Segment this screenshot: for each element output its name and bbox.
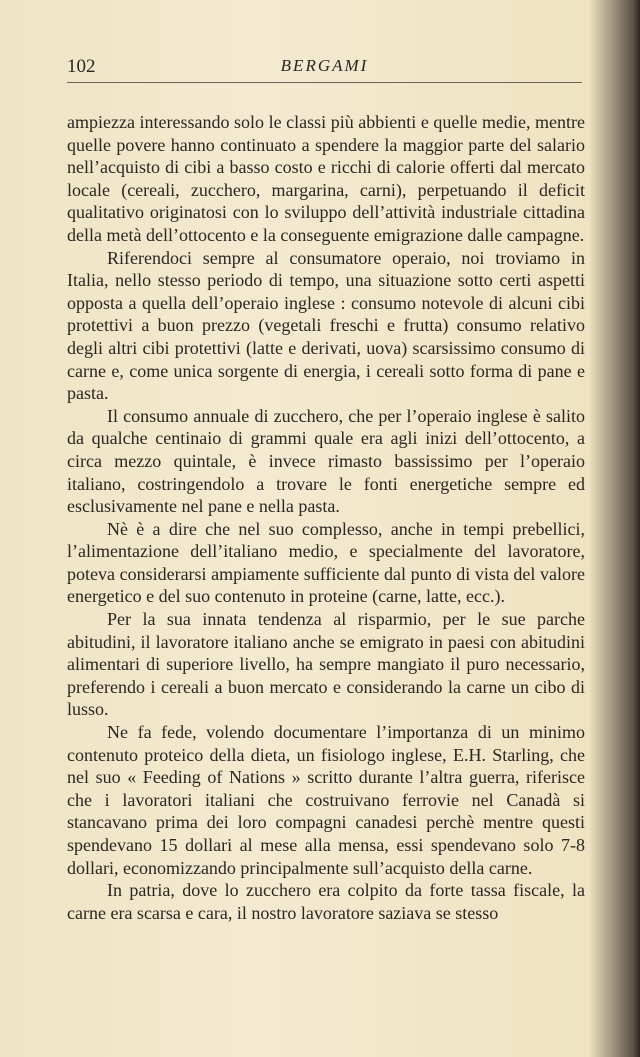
page-number: 102 bbox=[67, 56, 96, 77]
header-rule bbox=[67, 82, 582, 83]
paragraph-1: ampiezza interessando solo le classi più abbienti e quelle medie, mentre quelle povere hanno continuato a spendere la maggior parte del salario nell’acquisto di cibi a basso costo e ricchi di calorie offerti dal mercato locale (cereali, zucchero, margarina, carni), perpetuando il deficit qualitativo originatosi con lo sviluppo dell’attività industriale cittadina della metà dell’ottocento e la conseguente emigrazione dalle campagne. bbox=[67, 112, 585, 245]
paragraph-5: Per la sua innata tendenza al risparmio, per le sue parche abitudini, il lavoratore italiano anche se emigrato in paesi con abitudini alimentari di superiore livello, ha sempre mangiato il puro necessario, preferendo i cereali a buon mercato e considerando la carne un cibo di lusso. bbox=[67, 609, 585, 720]
paragraph-2: Riferendoci sempre al consumatore operaio, noi troviamo in Italia, nello stesso periodo di tempo, una situazione sotto certi aspetti opposta a quella dell’operaio inglese : consumo notevole di alcuni cibi protettivi a buon prezzo (vegetali freschi e frutta) consumo relativo degli altri cibi protettivi (latte e derivati, uova) scarsissimo consumo di carne e, come unica sorgente di energia, i cereali sotto forma di pane e pasta. bbox=[67, 247, 585, 404]
page-header bbox=[67, 56, 582, 82]
body-text bbox=[67, 111, 585, 924]
running-title: BERGAMI bbox=[280, 56, 369, 75]
paragraph-6: Ne fa fede, volendo documentare l’importanza di un minimo contenuto proteico della dieta, un fisiologo inglese, E.H. Starling, che nel suo « Feeding of Nations » scritto durante l’altra guerra, riferisce che i lavoratori italiani che costruivano ferrovie nel Canadà si stancavano prima dei loro compagni canadesi perchè mentre questi spendevano 15 dollari al mese alla mensa, essi spendevano solo 7-8 dollari, economizzando principalmente sull’acquisto della carne. bbox=[67, 722, 585, 878]
paragraph-4: Nè è a dire che nel suo complesso, anche in tempi prebellici, l’alimentazione dell’italiano medio, e specialmente del lavoratore, poteva considerarsi ampiamente sufficiente dal punto di vista del valore energetico e del suo contenuto in proteine (carne, latte, ecc.). bbox=[67, 518, 585, 607]
paragraph-3: Il consumo annuale di zucchero, che per l’operaio inglese è salito da qualche centinaio di grammi quale era agli inizi dell’ottocento, a circa mezzo quintale, è invece rimasto bassissimo per l’operaio italiano, costringendolo a trovare le fonti energetiche sempre ed esclusivamente nel pane e nella pasta. bbox=[67, 405, 585, 517]
paragraph-7: In patria, dove lo zucchero era colpito da forte tassa fiscale, la carne era scarsa e cara, il nostro lavoratore saziava se stesso bbox=[67, 880, 585, 923]
